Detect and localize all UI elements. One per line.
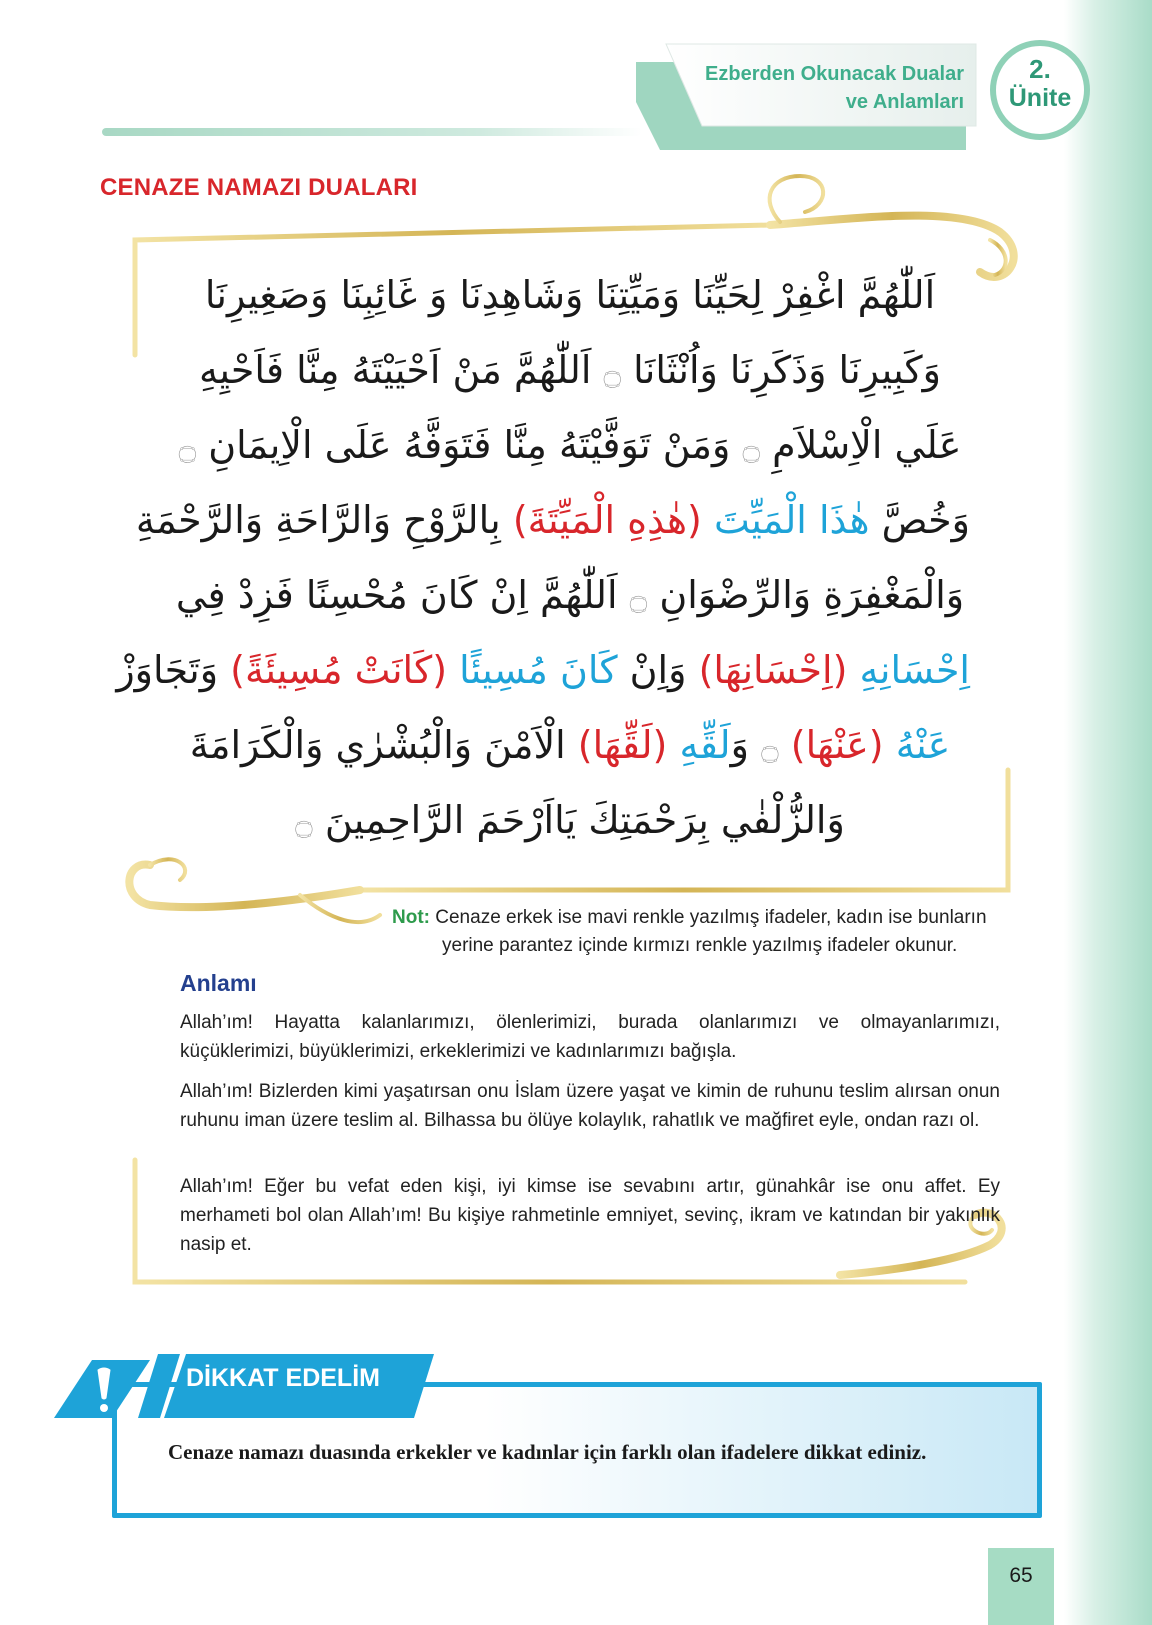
arabic-text: وَ — [730, 723, 749, 767]
unit-title-line1: Ezberden Okunacak Dualar — [705, 63, 964, 85]
arabic-line-1 — [170, 258, 970, 333]
arabic-text: اَللّٰهُمَّ مَنْ اَحْيَيْتَهُ مِنَّا فَاَحْيِهِ — [198, 348, 592, 392]
note-label: Not: — [392, 907, 430, 928]
arabic-line-4 — [135, 483, 970, 558]
attention-title: DİKKAT EDELİM — [186, 1364, 380, 1392]
arabic-text: وَخُصَّ — [881, 498, 970, 542]
arabic-text: اَللّٰهُمَّ اِنْ كَانَ مُحْسِنًا فَزِدْ فِي — [175, 573, 618, 617]
arabic-line-2 — [170, 333, 970, 408]
verse-marker-icon: ۝ — [742, 431, 761, 466]
verse-marker-icon: ۝ — [178, 431, 197, 466]
arabic-masculine: عَنْهُ — [895, 723, 951, 767]
arabic-feminine: (عَنْهَا) — [790, 723, 884, 767]
note-line-1: Cenaze erkek ise mavi renkle yazılmış ifadeler, kadın ise bunların — [435, 907, 987, 928]
arabic-masculine: كَانَ مُسِيئًا — [459, 648, 618, 692]
arabic-text: بِالرَّوْحِ وَالرَّاحَةِ وَالرَّحْمَةِ — [135, 498, 501, 542]
arabic-text: اَللّٰهُمَّ اغْفِرْ لِحَيِّنَا وَمَيِّتِنَا وَشَاهِدِنَا وَ غَائِبِنَا وَصَغِيرِنَا — [204, 273, 936, 317]
arabic-masculine: اِحْسَانِهِ — [859, 648, 970, 692]
arabic-line-6 — [116, 633, 970, 708]
arabic-masculine: لَقِّهِ — [679, 723, 731, 767]
arabic-text: وَاِنْ — [629, 648, 687, 692]
arabic-feminine: (هٰذِهِ الْمَيِّتَةَ) — [512, 498, 702, 542]
verse-marker-icon: ۝ — [629, 581, 648, 616]
verse-marker-icon: ۝ — [761, 731, 779, 766]
note-line-2: yerine parantez içinde kırmızı renkle yazılmış ifadeler okunur. — [442, 935, 958, 956]
meaning-paragraph-1: Allah’ım! Hayatta kalanlarımızı, ölenlerimizi, burada olanlarımızı ve olmayanlarımızı, küçüklerimizi, büyüklerimizi, erkeklerimizi ve kadınlarımızı bağışla. — [180, 1012, 1000, 1062]
arabic-text: وَالْمَغْفِرَةِ وَالرِّضْوَانِ — [659, 573, 965, 617]
unit-number: 2. — [1029, 54, 1051, 84]
arabic-line-8 — [170, 783, 970, 858]
attention-text: Cenaze namazı duasında erkekler ve kadınlar için farklı olan ifadelere dikkat ediniz. — [168, 1440, 927, 1464]
verse-marker-icon: ۝ — [603, 356, 622, 391]
arabic-text: وَكَبِيرِنَا وَذَكَرِنَا وَاُنْثَانَا — [633, 348, 941, 392]
arabic-text: عَلَي الْاِسْلاَمِ — [772, 423, 962, 467]
meaning-paragraph-3: Allah’ım! Eğer bu vefat eden kişi, iyi kimse ise sevabını artır, günahkâr ise onu affet. Ey merhameti bol olan Allah’ım! Bu kişiye rahmetinle emniyet, sevinç, ikram ve katından bir yakınlık nasip et. — [180, 1176, 1000, 1255]
arabic-text: الْاَمْنَ وَالْبُشْرٰي وَالْكَرَامَةَ — [189, 723, 566, 767]
arabic-text: وَمَنْ تَوَفَّيْتَهُ مِنَّا فَتَوَفَّهُ عَلَى الْاِيمَانِ — [208, 423, 731, 467]
arabic-text: وَالزُّلْفٰي بِرَحْمَتِكَ يَااَرْحَمَ الرَّاحِمِينَ — [324, 798, 845, 842]
verse-marker-icon: ۝ — [295, 806, 313, 841]
arabic-feminine: (لَقِّهَا) — [577, 723, 668, 767]
section-title: CENAZE NAMAZI DUALARI — [100, 174, 418, 201]
arabic-line-7 — [170, 708, 970, 783]
arabic-feminine: (اِحْسَانِهَا) — [698, 648, 848, 692]
unit-title-line2: ve Anlamları — [845, 91, 964, 113]
unit-label: Ünite — [1008, 84, 1072, 112]
arabic-prayer — [116, 258, 970, 858]
arabic-feminine: (كَانَتْ مُسِيئَةً) — [230, 648, 448, 692]
meaning-heading: Anlamı — [180, 970, 257, 996]
arabic-text: وَتَجَاوَزْ — [116, 648, 219, 692]
arabic-line-5 — [170, 558, 970, 633]
arabic-masculine: هٰذَا الْمَيِّتَ — [713, 498, 870, 542]
note — [392, 904, 1032, 960]
meaning-paragraph-2: Allah’ım! Bizlerden kimi yaşatırsan onu İslam üzere yaşat ve kimin de ruhunu teslim alırsan onun ruhunu iman üzere teslim al. Bilhassa bu ölüye kolaylık, rahatlık ve mağfiret eyle, ondan razı ol. — [180, 1081, 1000, 1131]
page-number: 65 — [988, 1548, 1054, 1625]
arabic-line-3 — [170, 408, 970, 483]
